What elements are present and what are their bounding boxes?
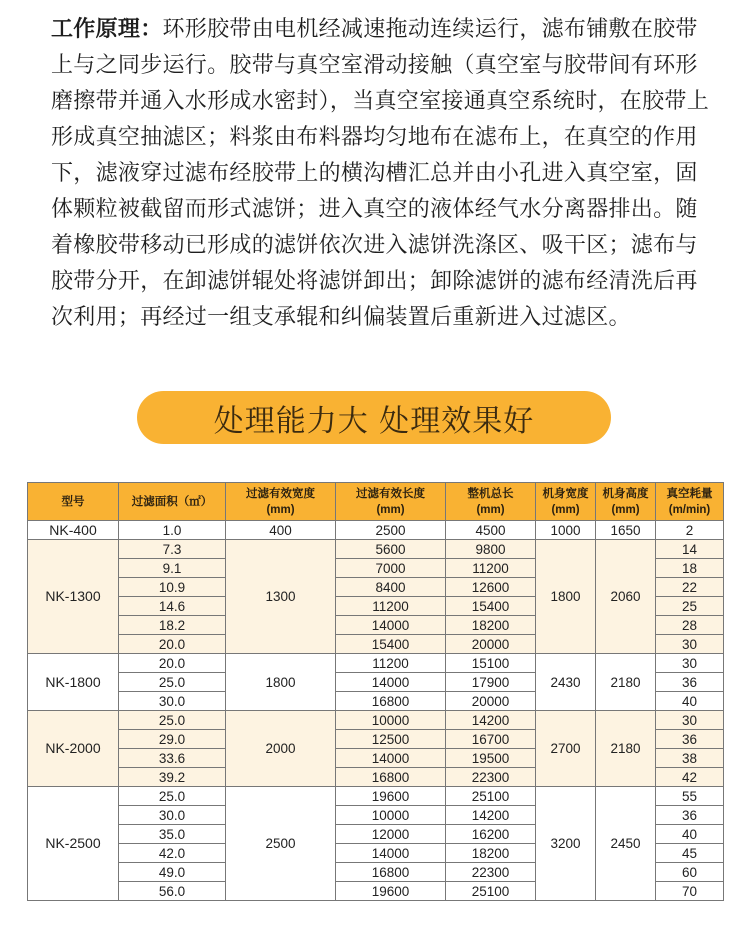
column-header (446, 483, 536, 521)
total-length-cell: 22300 (446, 768, 536, 787)
vacuum-consumption-cell: 18 (656, 559, 724, 578)
spec-table-container (27, 482, 723, 901)
total-length-cell: 11200 (446, 559, 536, 578)
vacuum-consumption-cell: 36 (656, 673, 724, 692)
column-header (28, 483, 119, 521)
table-row (28, 540, 724, 559)
filter-area-cell: 1.0 (119, 521, 226, 540)
effective-length-cell: 11200 (336, 654, 446, 673)
column-header-title: 过滤有效宽度 (246, 487, 315, 500)
column-header-unit: (mm) (376, 503, 405, 516)
effective-width-cell: 1800 (226, 654, 336, 711)
total-length-cell: 4500 (446, 521, 536, 540)
total-length-cell: 20000 (446, 692, 536, 711)
total-length-cell: 22300 (446, 863, 536, 882)
filter-area-cell: 29.0 (119, 730, 226, 749)
column-header-unit: (mm) (611, 503, 640, 516)
filter-area-cell: 30.0 (119, 692, 226, 711)
vacuum-consumption-cell: 30 (656, 635, 724, 654)
vacuum-consumption-cell: 14 (656, 540, 724, 559)
column-header-title: 过滤面积（㎡） (131, 495, 213, 508)
vacuum-consumption-cell: 28 (656, 616, 724, 635)
effective-length-cell: 14000 (336, 844, 446, 863)
effective-width-cell: 400 (226, 521, 336, 540)
total-length-cell: 25100 (446, 882, 536, 901)
total-length-cell: 15400 (446, 597, 536, 616)
vacuum-consumption-cell: 40 (656, 692, 724, 711)
table-header-row (28, 483, 724, 521)
model-cell: NK-2500 (28, 787, 119, 901)
total-length-cell: 9800 (446, 540, 536, 559)
filter-area-cell: 18.2 (119, 616, 226, 635)
vacuum-consumption-cell: 70 (656, 882, 724, 901)
body-width-cell: 2430 (536, 654, 596, 711)
effective-length-cell: 14000 (336, 616, 446, 635)
column-header-unit: (m/min) (668, 503, 711, 516)
total-length-cell: 16700 (446, 730, 536, 749)
table-row (28, 521, 724, 540)
effective-length-cell: 11200 (336, 597, 446, 616)
column-header (656, 483, 724, 521)
vacuum-consumption-cell: 42 (656, 768, 724, 787)
vacuum-consumption-cell: 2 (656, 521, 724, 540)
column-header-unit: (mm) (266, 503, 295, 516)
effective-width-cell: 1300 (226, 540, 336, 654)
effective-length-cell: 7000 (336, 559, 446, 578)
model-cell: NK-1300 (28, 540, 119, 654)
effective-length-cell: 14000 (336, 749, 446, 768)
effective-length-cell: 16800 (336, 692, 446, 711)
model-cell: NK-2000 (28, 711, 119, 787)
vacuum-consumption-cell: 38 (656, 749, 724, 768)
total-length-cell: 18200 (446, 844, 536, 863)
column-header (226, 483, 336, 521)
total-length-cell: 17900 (446, 673, 536, 692)
total-length-cell: 15100 (446, 654, 536, 673)
working-principle-text: 环形胶带由电机经减速拖动连续运行，滤布铺敷在胶带上与之同步运行。胶带与真空室滑动接触（真空室与胶带间有环形磨擦带并通入水形成水密封），当真空室接通真空系统时，在胶带上形成真空抽滤区；料浆由布料器均匀地布在滤布上，在真空的作用下，滤液穿过滤布经胶带上的横沟槽汇总并由小孔进入真空室，固体颗粒被截留而形式滤饼；进入真空的液体经气水分离器排出。随着橡胶带移动已形成的滤饼依次进入滤饼洗涤区、吸干区；滤布与胶带分开，在卸滤饼辊处将滤饼卸出；卸除滤饼的滤布经清洗后再次利用；再经过一组支承辊和纠偏装置后重新进入过滤区。 (51, 17, 710, 330)
column-header-unit: (mm) (551, 503, 580, 516)
total-length-cell: 14200 (446, 806, 536, 825)
filter-area-cell: 39.2 (119, 768, 226, 787)
vacuum-consumption-cell: 40 (656, 825, 724, 844)
effective-width-cell: 2500 (226, 787, 336, 901)
vacuum-consumption-cell: 25 (656, 597, 724, 616)
model-cell: NK-1800 (28, 654, 119, 711)
column-header-title: 过滤有效长度 (356, 487, 425, 500)
effective-length-cell: 19600 (336, 882, 446, 901)
vacuum-consumption-cell: 36 (656, 730, 724, 749)
vacuum-consumption-cell: 30 (656, 654, 724, 673)
effective-length-cell: 2500 (336, 521, 446, 540)
body-height-cell: 2180 (596, 654, 656, 711)
column-header (596, 483, 656, 521)
working-principle-label: 工作原理： (51, 17, 163, 42)
column-header-title: 型号 (61, 495, 85, 508)
total-length-cell: 20000 (446, 635, 536, 654)
filter-area-cell: 10.9 (119, 578, 226, 597)
filter-area-cell: 30.0 (119, 806, 226, 825)
filter-area-cell: 42.0 (119, 844, 226, 863)
vacuum-consumption-cell: 36 (656, 806, 724, 825)
effective-length-cell: 16800 (336, 863, 446, 882)
column-header (119, 483, 226, 521)
column-header (336, 483, 446, 521)
table-body (28, 521, 724, 901)
column-header-title: 机身宽度 (542, 487, 589, 500)
table-row (28, 711, 724, 730)
effective-width-cell: 2000 (226, 711, 336, 787)
vacuum-consumption-cell: 45 (656, 844, 724, 863)
effective-length-cell: 10000 (336, 711, 446, 730)
filter-area-cell: 25.0 (119, 787, 226, 806)
effective-length-cell: 16800 (336, 768, 446, 787)
column-header-title: 真空耗量 (666, 487, 713, 500)
total-length-cell: 16200 (446, 825, 536, 844)
total-length-cell: 19500 (446, 749, 536, 768)
filter-area-cell: 56.0 (119, 882, 226, 901)
effective-length-cell: 10000 (336, 806, 446, 825)
body-height-cell: 2450 (596, 787, 656, 901)
total-length-cell: 12600 (446, 578, 536, 597)
filter-area-cell: 33.6 (119, 749, 226, 768)
effective-length-cell: 19600 (336, 787, 446, 806)
column-header-title: 整机总长 (467, 487, 514, 500)
column-header-unit: (mm) (476, 503, 505, 516)
effective-length-cell: 8400 (336, 578, 446, 597)
body-height-cell: 2180 (596, 711, 656, 787)
column-header (536, 483, 596, 521)
working-principle-paragraph (51, 12, 711, 336)
model-cell: NK-400 (28, 521, 119, 540)
effective-length-cell: 12000 (336, 825, 446, 844)
body-width-cell: 3200 (536, 787, 596, 901)
effective-length-cell: 15400 (336, 635, 446, 654)
body-width-cell: 1000 (536, 521, 596, 540)
filter-area-cell: 7.3 (119, 540, 226, 559)
filter-area-cell: 9.1 (119, 559, 226, 578)
vacuum-consumption-cell: 30 (656, 711, 724, 730)
body-width-cell: 1800 (536, 540, 596, 654)
table-row (28, 787, 724, 806)
filter-area-cell: 20.0 (119, 635, 226, 654)
vacuum-consumption-cell: 22 (656, 578, 724, 597)
total-length-cell: 25100 (446, 787, 536, 806)
body-width-cell: 2700 (536, 711, 596, 787)
table-row (28, 654, 724, 673)
effective-length-cell: 14000 (336, 673, 446, 692)
filter-area-cell: 20.0 (119, 654, 226, 673)
spec-table (27, 482, 724, 901)
column-header-title: 机身高度 (602, 487, 649, 500)
total-length-cell: 14200 (446, 711, 536, 730)
total-length-cell: 18200 (446, 616, 536, 635)
body-height-cell: 2060 (596, 540, 656, 654)
effective-length-cell: 5600 (336, 540, 446, 559)
filter-area-cell: 14.6 (119, 597, 226, 616)
body-height-cell: 1650 (596, 521, 656, 540)
filter-area-cell: 49.0 (119, 863, 226, 882)
capacity-banner: 处理能力大 处理效果好 (137, 391, 611, 444)
filter-area-cell: 35.0 (119, 825, 226, 844)
vacuum-consumption-cell: 55 (656, 787, 724, 806)
vacuum-consumption-cell: 60 (656, 863, 724, 882)
effective-length-cell: 12500 (336, 730, 446, 749)
filter-area-cell: 25.0 (119, 673, 226, 692)
filter-area-cell: 25.0 (119, 711, 226, 730)
